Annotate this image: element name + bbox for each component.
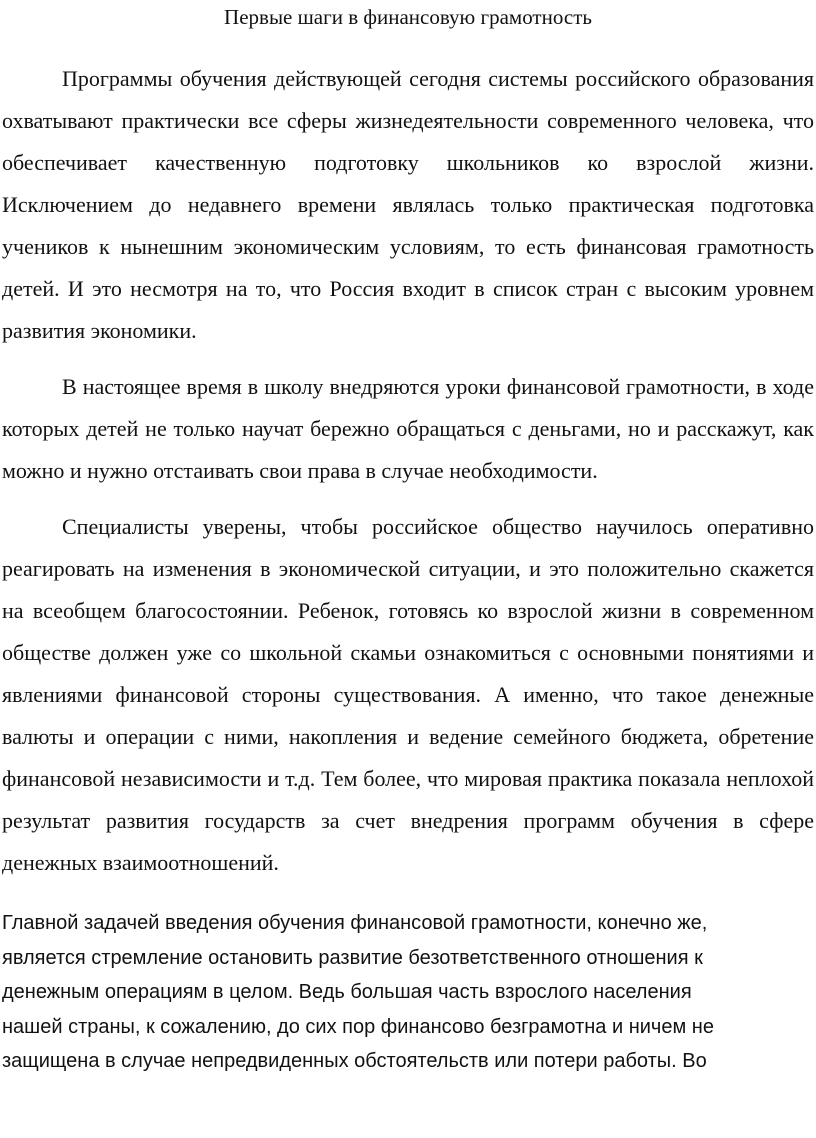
paragraph-3: Специалисты уверены, чтобы российское общество научилось оперативно реагировать на изменения в экономической ситуации, и это положительно скажется на всеобщем благосостоянии. Ребенок, готовясь ко взрослой жизни в современном обществе должен уже со школьной скамьи ознакомиться с основными понятиями и явлениями финансовой стороны существования. А именно, что такое денежные валюты и операции с ними, накопления и ведение семейного бюджета, обретение финансовой независимости и т.д. Тем более, что мировая практика показала неплохой результат развития государств за счет внедрения программ обучения в сфере денежных взаимоотношений. [2,514,814,875]
paragraph-1: Программы обучения действующей сегодня системы российского образования охватывают практически все сферы жизнедеятельности современного человека, что обеспечивает качественную подготовку школьников ко взрослой жизни. Исключением до недавнего времени являлась только практическая подготовка учеников к нынешним экономическим условиям, то есть финансовая грамотность детей. И это несмотря на то, что Россия входит в список стран с высоким уровнем развития экономики. [2,66,814,343]
paragraph-4-line: Главной задачей введения обучения финансовой грамотности, конечно же, [2,912,708,934]
document-title: Первые шаги в финансовую грамотность [224,5,592,29]
paragraph-4-line: является стремление остановить развитие безответственного отношения к [2,946,703,969]
paragraph-2: В настоящее время в школу внедряются уроки финансовой грамотности, в ходе которых детей не только научат бережно обращаться с деньгами, но и расскажут, как можно и нужно отстаивать свои права в случае необходимости. [2,374,814,483]
paragraph-4-line: защищена в случае непредвиденных обстоятельств или потери работы. Во [2,1050,707,1072]
paragraph-4 [2,906,814,1079]
paragraph-4-line: нашей страны, к сожалению, до сих пор финансово безграмотна и ничем не [2,1015,714,1038]
paragraph-4-line: денежным операциям в целом. Ведь большая часть взрослого населения [2,981,692,1003]
